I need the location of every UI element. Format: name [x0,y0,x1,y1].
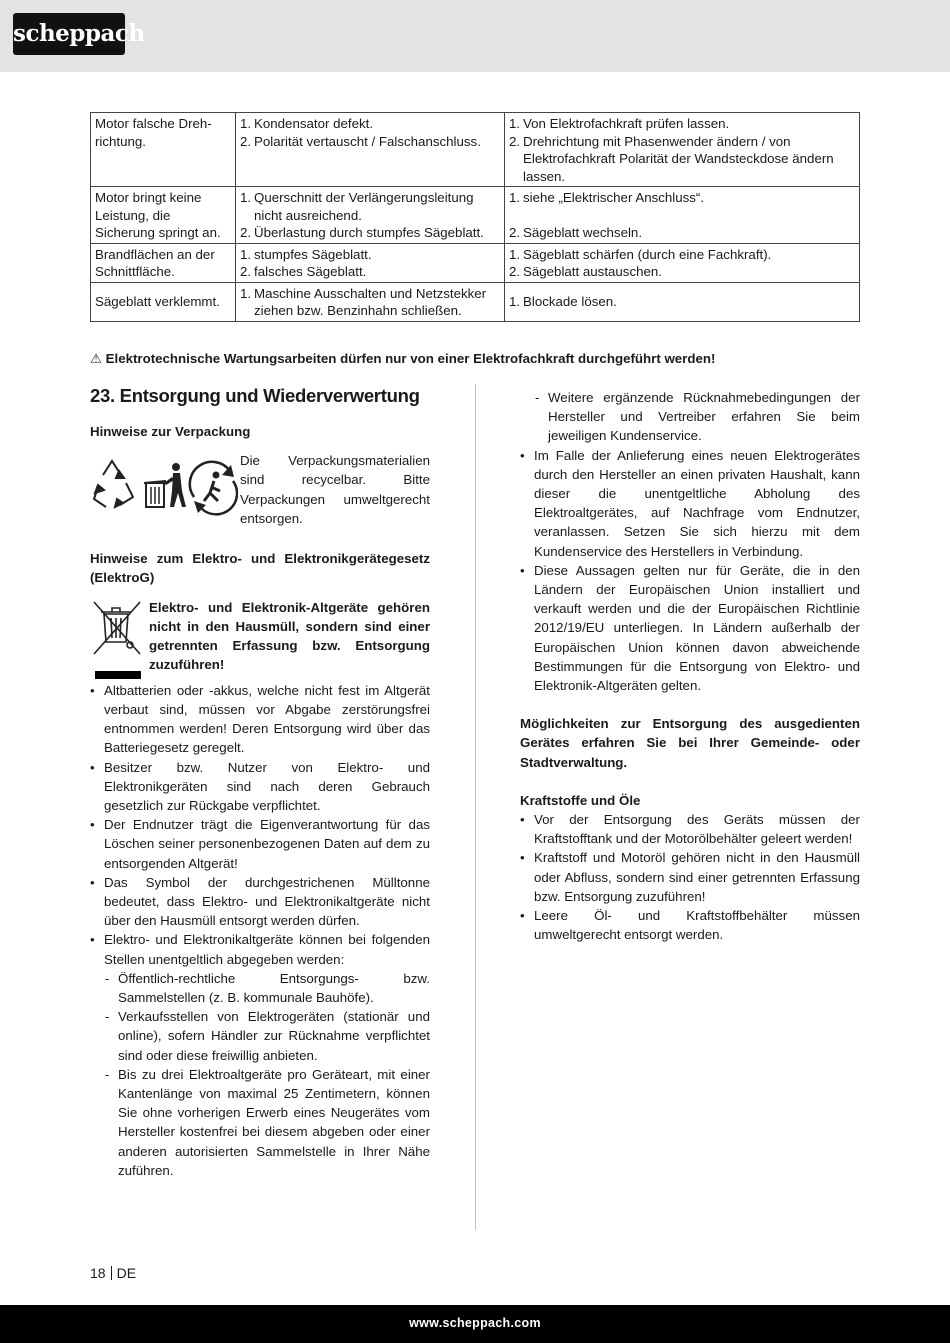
disposal-bullet-list [90,681,430,1180]
remedy-cell: 1. Blockade lösen. [505,282,860,321]
collection-points-list [104,969,430,1180]
cause-cell: 1. stumpfes Sägeblatt. 2. falsches Sägeblatt. [236,243,505,282]
footer-band [0,1305,950,1343]
delivery-bullet-list [520,446,860,696]
weee-bar [95,671,141,679]
list-item: - Verkaufsstellen von Elektrogeräten (stationär und online), sofern Händler zur Rücknahme verpflichtet sind oder diese freiwillig anbieten. [104,1007,430,1065]
elektrog-heading: Hinweise zum Elektro- und Elektronikgerätegesetz (ElektroG) [90,551,430,586]
scheppach-logo: scheppach [13,13,125,55]
maintenance-warning [90,350,860,367]
left-column [90,384,430,1180]
tidyman-icon [144,463,186,507]
problem-cell: Motor falsche Dreh-richtung. [91,113,236,187]
table-row [91,243,860,282]
recycle-person-icon [190,462,237,515]
list-item: • Kraftstoff und Motoröl gehören nicht in den Hausmüll oder Abfluss, sondern sind einer getrennten Erfassung bzw. Entsorgung zuzuführen! [520,848,860,906]
cause-cell: 1. Maschine Ausschalten und Netzstekker ziehen bzw. Benzinhahn schließen. [236,282,505,321]
remedy-cell: 1. Sägeblatt schärfen (durch eine Fachkraft). 2. Sägeblatt austauschen. [505,243,860,282]
section-title: 23. Entsorgung und Wiederverwertung [90,385,420,406]
problem-cell: Sägeblatt verklemmt. [91,282,236,321]
list-item: - Weitere ergänzende Rücknahmebedingungen der Hersteller und Vertreiber erfahren Sie beim jeweiligen Kundenservice. [534,388,860,446]
table-row [91,187,860,244]
recycling-symbols [90,457,238,523]
crossed-bin-icon-wrapper [90,598,148,679]
list-item: - Öffentlich-rechtliche Entsorgungs- bzw. Sammelstellen (z. B. kommunale Bauhöfe). [104,969,430,1007]
packaging-icons [90,451,238,529]
cause-cell: 1. Querschnitt der Verlängerungsleitung nicht ausreichend. 2. Überlastung durch stumpfes Sägeblatt. [236,187,505,244]
table-row [91,282,860,321]
fuel-heading: Kraftstoffe und Öle [520,792,641,808]
warning-text: Elektrotechnische Wartungsarbeiten dürfen nur von einer Elektrofachkraft durchgeführt werden! [105,351,716,366]
packaging-heading: Hinweise zur Verpackung [90,424,251,439]
warning-triangle-icon: ⚠ [90,351,102,366]
problem-cell: Brandflächen an der Schnittfläche. [91,243,236,282]
remedy-cell: 1. Von Elektrofachkraft prüfen lassen. 2. Drehrichtung mit Phasenwender ändern / von Elektrofachkraft Polarität der Wandsteckdose ändern lassen. [505,113,860,187]
crossed-bin-icon [90,598,146,660]
list-item: • Leere Öl- und Kraftstoffbehälter müssen umweltgerecht entsorgt werden. [520,906,860,944]
list-item: • Der Endnutzer trägt die Eigenverantwortung für das Löschen seiner personenbezogenen Daten auf dem zu entsorgenden Altgerät! [90,815,430,873]
continued-dash-list [520,388,860,446]
fuel-bullet-list [520,810,860,944]
header-band [0,0,950,72]
list-item: • Das Symbol der durchgestrichenen Mülltonne bedeutet, dass Elektro- und Elektronikaltgeräte nicht über den Hausmüll entsorgt werden dürfen. [90,873,430,931]
website-link[interactable]: www.scheppach.com [409,1316,541,1330]
cause-cell: 1. Kondensator defekt. 2. Polarität vertauscht / Falschanschluss. [236,113,505,187]
table-row [91,113,860,187]
problem-cell: Motor bringt keine Leistung, die Sicherung springt an. [91,187,236,244]
recycling-icon [94,461,133,507]
column-divider [475,384,476,1230]
page-number: 18 DE [90,1265,137,1281]
list-item: • Elektro- und Elektronikaltgeräte können bei folgenden Stellen unentgeltlich abgegeben werden: - Öffentlich-rechtliche Entsorgungs- bzw. Sammelstellen (z. B. kommunale Bauhöfe). - Verkaufsstellen von Elektrogeräten (stationär und online), sofern Händler zur Rücknahme verpflichtet sind oder diese freiwillig anbieten. - Bis zu drei Elektroaltgeräte pro Geräteart, mit einer Kantenlänge von maximal 25 Zentimetern, können Sie ohne vorherigen Erwerb eines Neugerätes vom Hersteller kostenfrei bei diesem abgeben oder einer anderen autorisierten Sammelstelle in Ihrer Nähe zuführen. [90,930,430,1180]
packaging-block [90,451,430,529]
list-item: • Besitzer bzw. Nutzer von Elektro- und Elektronikgeräten sind nach deren Gebrauch gesetzlich zur Rückgabe verpflichtet. [90,758,430,816]
disposal-note: Möglichkeiten zur Entsorgung des ausgedienten Gerätes erfahren Sie bei Ihrer Gemeinde- oder Stadtverwaltung. [520,716,860,770]
remedy-cell: 1. siehe „Elektrischer Anschluss“. 2. Sägeblatt wechseln. [505,187,860,244]
list-item: • Im Falle der Anlieferung eines neuen Elektrogerätes durch den Hersteller an einen privaten Haushalt, kann dieser die unentgeltliche Abholung des Elektroaltgerätes, auf Nachfrage vom Endnutzer, veranlassen. Setzen Sie sich hierzu mit dem Kundenservice des Herstellers in Verbindung. [520,446,860,561]
list-item: • Diese Aussagen gelten nur für Geräte, die in den Ländern der Europäischen Union installiert und verkauft werden und die der Europäischen Richtlinie 2012/19/EU unterliegen. In Ländern außerhalb der Europäischen Union können davon abweichende Bestimmungen für die Entsorgung von Elektro- und Elektronik-Altgeräten gelten. [520,561,860,695]
troubleshooting-table [90,112,860,322]
weee-block [90,598,430,679]
list-item: - Bis zu drei Elektroaltgeräte pro Geräteart, mit einer Kantenlänge von maximal 25 Zentimetern, können Sie ohne vorherigen Erwerb eines Neugerätes vom Hersteller kostenfrei bei diesem abgeben oder einer anderen autorisierten Sammelstelle in Ihrer Nähe zuführen. [104,1065,430,1180]
list-item: • Vor der Entsorgung des Geräts müssen der Kraftstofftank und der Motorölbehälter geleert werden! [520,810,860,848]
list-item: • Altbatterien oder -akkus, welche nicht fest im Altgerät verbaut sind, müssen vor Abgabe zerstörungsfrei entnommen werden! Deren Entsorgung wird über das Batteriegesetz geregelt. [90,681,430,758]
packaging-text: Die Verpackungsmaterialien sind recycelbar. Bitte Verpackungen umweltgerecht entsorgen. [240,453,430,526]
right-column [520,388,860,944]
weee-text: Elektro- und Elektronik-Altgeräte gehören nicht in den Hausmüll, sondern sind einer getrennten Erfassung bzw. Entsorgung zuzuführen! [149,599,430,673]
